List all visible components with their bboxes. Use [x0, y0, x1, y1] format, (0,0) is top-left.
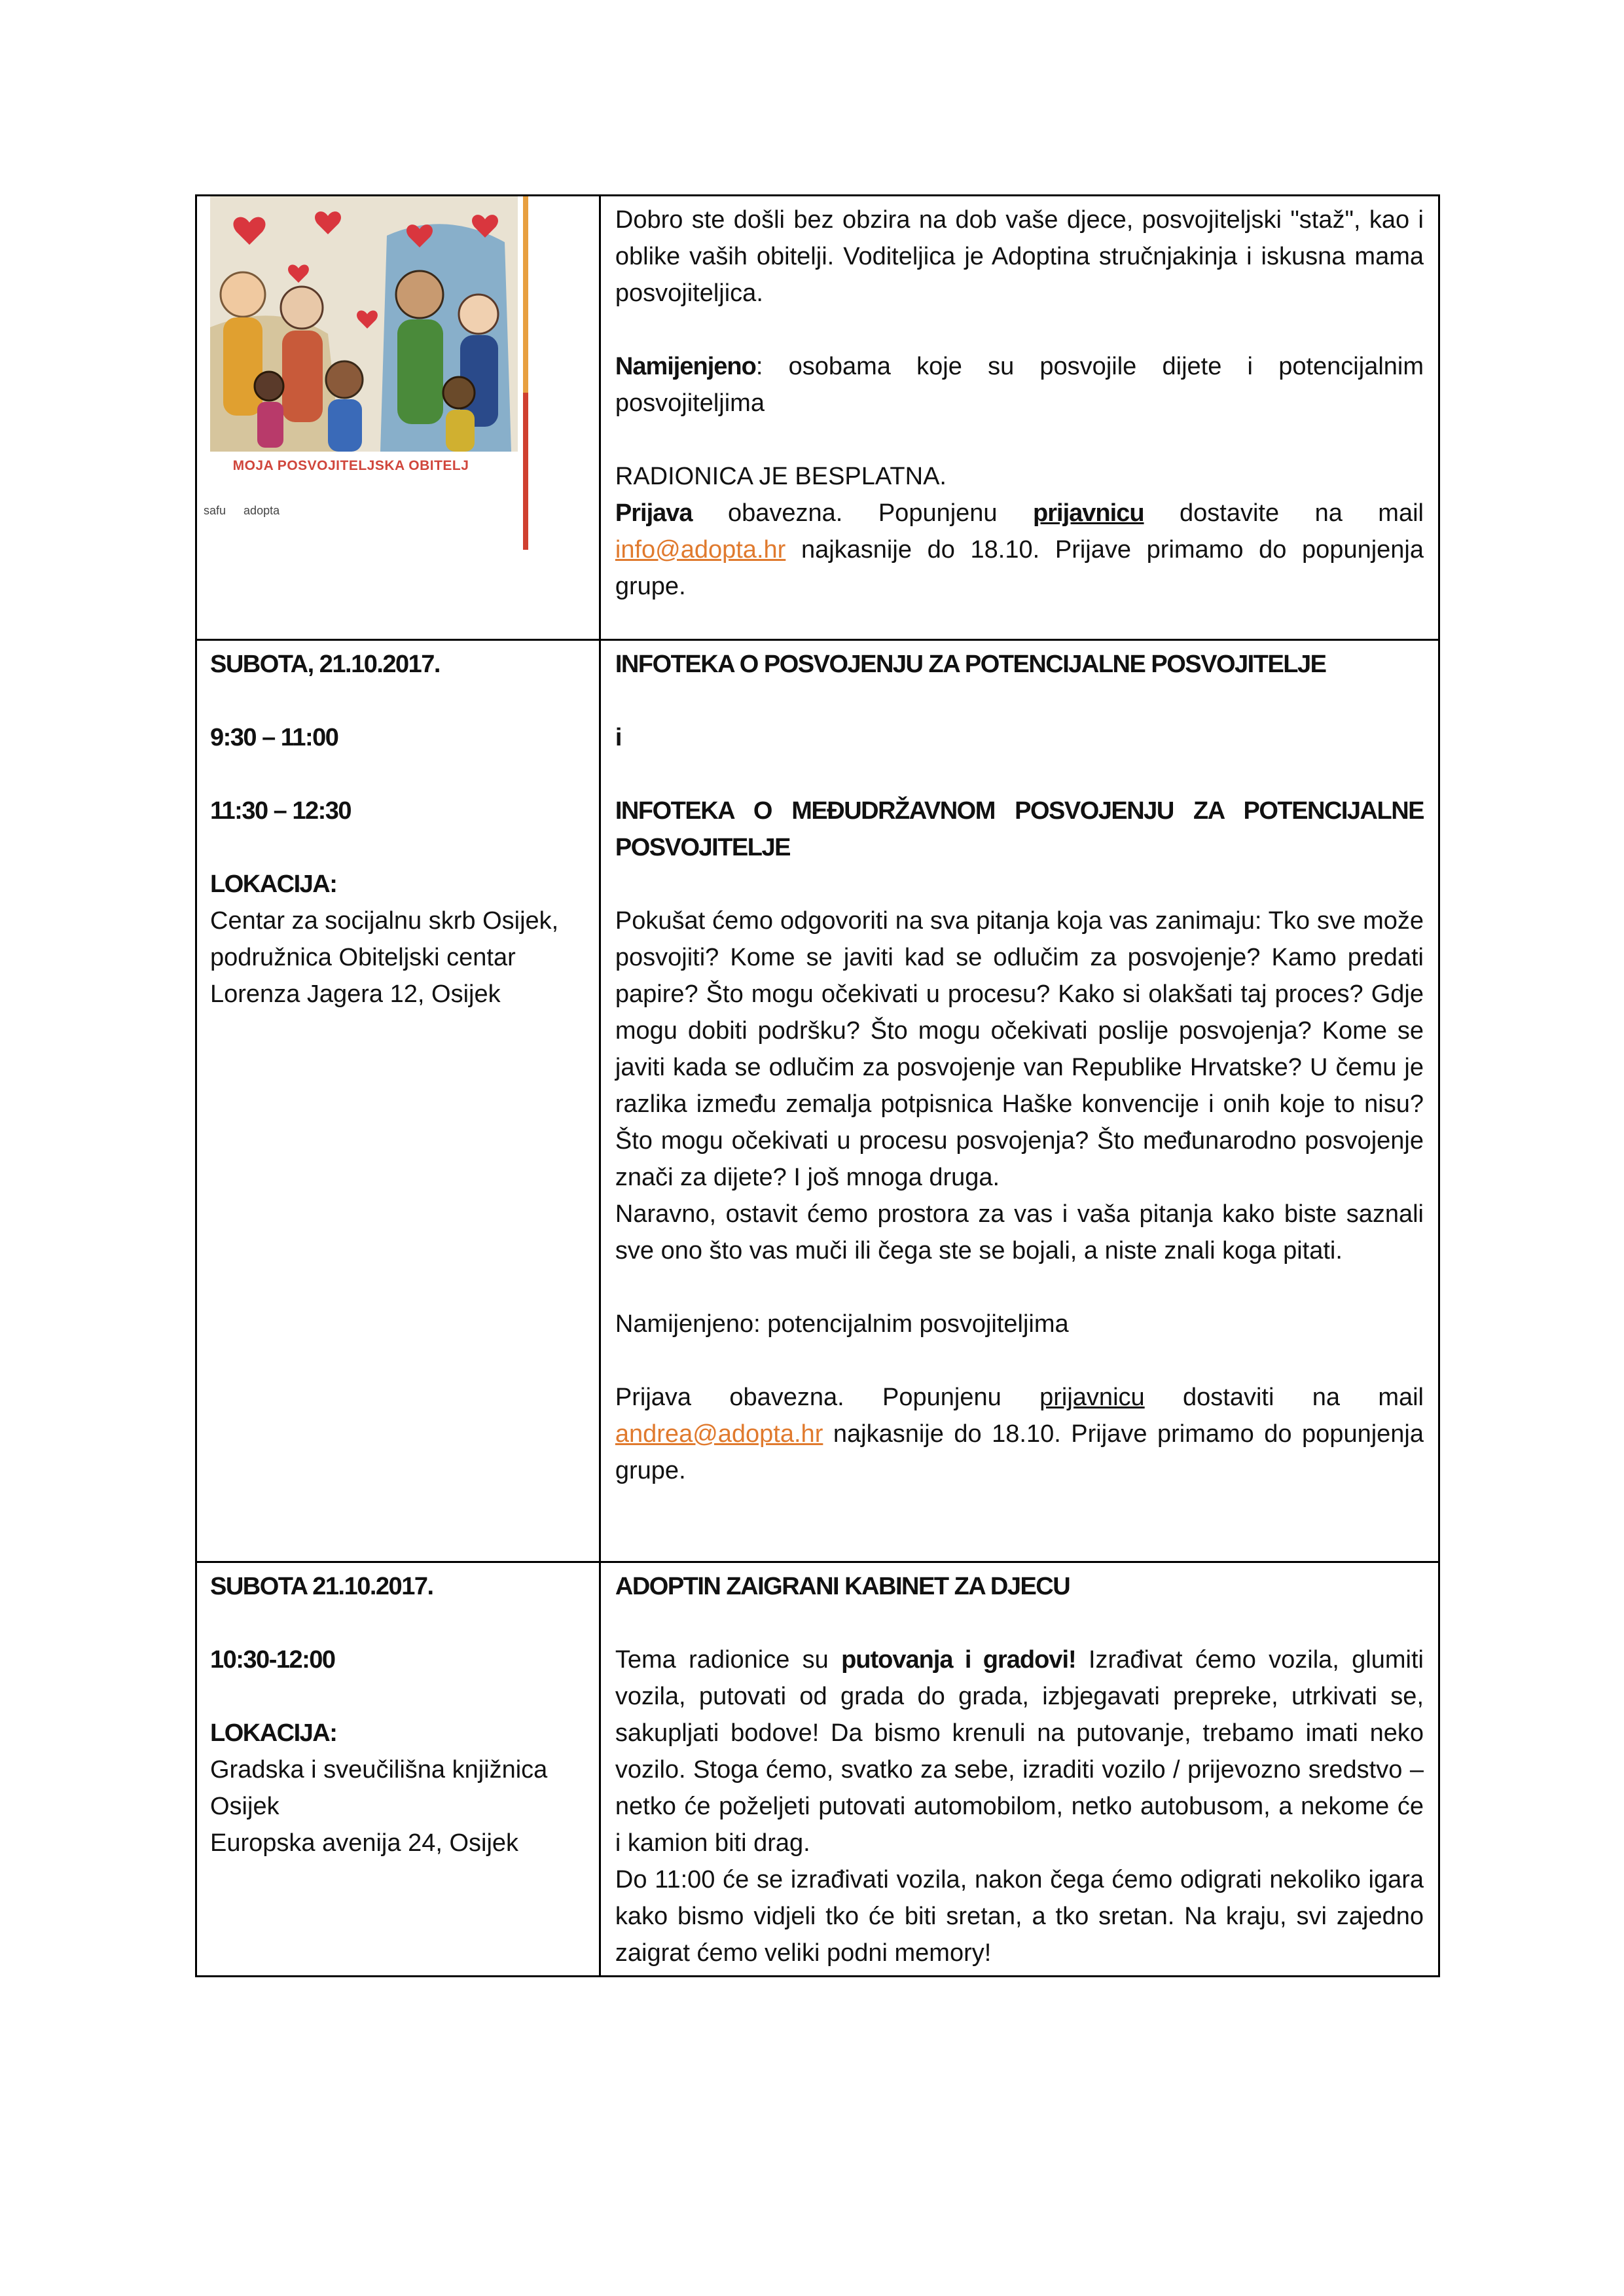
image-cell [196, 196, 600, 640]
event-time-1: 9:30 – 11:00 [210, 724, 338, 751]
table-row [196, 1562, 1439, 1977]
location-label: LOKACIJA: [210, 1719, 337, 1747]
event-time: 10:30-12:00 [210, 1646, 335, 1674]
event-date: SUBOTA 21.10.2017. [210, 1573, 433, 1600]
date-location-cell [196, 1562, 600, 1977]
form-link[interactable]: prijavnicu [1033, 499, 1144, 527]
signup-text: najkasnije do 18.10. Prijave primamo do popunjenja grupe. [615, 1420, 1424, 1484]
welcome-paragraph: Dobro ste došli bez obzira na dob vaše djece, posvojiteljski "staž", kao i oblike vaših obitelji. Voditeljica je Adoptina stručnjakinja i iskusna mama posvojiteljica. [615, 206, 1424, 307]
event-date: SUBOTA, 21.10.2017. [210, 651, 440, 678]
signup-text: dostaviti na mail [1144, 1384, 1424, 1411]
logo-safu: safu [204, 504, 226, 517]
workshop-description-cell [600, 1562, 1439, 1977]
location-line: Europska avenija 24, Osijek [210, 1829, 519, 1857]
theme-highlight: putovanja i gradovi! [841, 1646, 1076, 1674]
target-label: Namijenjeno [615, 353, 756, 380]
schedule-table [195, 194, 1440, 1977]
location-line: Gradska i sveučilišna knjižnica Osijek [210, 1756, 548, 1820]
location-label: LOKACIJA: [210, 870, 337, 898]
event-time-2: 11:30 – 12:30 [210, 797, 352, 825]
logo-adopta: adopta [244, 504, 280, 517]
description-paragraph: Pokušat ćemo odgovoriti na sva pitanja koja vas zanimaju: Tko sve može posvojiti? Kome se javiti kad se odlučim za posvojenje? Kamo predati papire? Što mogu očekivati u procesu? Kako si olakšati taj proces? Gdje mogu dobiti podršku? Što mogu očekivati poslije posvojenja? Kome se javiti kada se odlučim za posvojenje van Republike Hrvatske? U čemu je razlika između zemalja potpisnica Haške konvencije i onih koje to nisu? Što mogu očekivati u procesu posvojenja? Što međunarodno posvojenje znači za dijete? I još mnoga druga. [615, 907, 1424, 1191]
form-link[interactable]: prijavnicu [1039, 1384, 1145, 1411]
location-line: Centar za socijalnu skrb Osijek, podružnica Obiteljski centar [210, 907, 559, 971]
description-paragraph: Do 11:00 će se izrađivati vozila, nakon čega ćemo odigrati nekoliko igara kako bismo vidjeli tko će biti sretan, a tko sretan. Na kraju, svi zajedno zaigrat ćemo veliki podni memory! [615, 1866, 1424, 1967]
sponsor-logos [204, 504, 511, 518]
signup-text: Prijava obavezna. Popunjenu [615, 1384, 1040, 1411]
signup-paragraph [615, 1379, 1424, 1489]
illustration-banner: MOJA POSVOJITELJSKA OBITELJ [232, 458, 469, 473]
workshop-title: INFOTEKA O MEĐUDRŽAVNOM POSVOJENJU ZA POTENCIJALNE POSVOJITELJE [615, 797, 1424, 861]
signup-paragraph [615, 495, 1424, 605]
signup-text: obavezna. Popunjenu [692, 499, 1034, 527]
free-notice: RADIONICA JE BESPLATNA. [615, 463, 947, 490]
signup-text: dostavite na mail [1144, 499, 1424, 527]
workshop-description-cell [600, 640, 1439, 1562]
target-text: : osobama koje su posvojile dijete i potencijalnim posvojiteljima [615, 353, 1424, 417]
description-text: Tema radionice su [615, 1646, 842, 1674]
date-location-cell [196, 640, 600, 1562]
signup-label: Prijava [615, 499, 693, 527]
table-row [196, 196, 1439, 640]
email-link[interactable]: info@adopta.hr [615, 536, 786, 564]
email-link[interactable]: andrea@adopta.hr [615, 1420, 823, 1448]
location-line: Lorenza Jagera 12, Osijek [210, 980, 501, 1008]
target-paragraph [615, 348, 1424, 422]
description-text: Izrađivat ćemo vozila, glumiti vozila, putovati od grada do grada, izbjegavati prepreke, utrkivati se, sakupljati bodove! Da bismo krenuli na putovanje, trebamo imati neko vozilo. Stoga ćemo, svatko za sebe, izraditi vozilo / prijevozno sredstvo – netko će poželjeti putovati automobilom, netko autobusom, a nekome će i kamion biti drag. [615, 1646, 1424, 1857]
title-conjunction: i [615, 724, 621, 751]
description-paragraph: Naravno, ostavit ćemo prostora za vas i vaša pitanja kako biste saznali sve ono što vas muči ili čega ste se bojali, a niste znali koga pitati. [615, 1200, 1424, 1265]
workshop-illustration [197, 196, 573, 563]
description-paragraph [615, 1641, 1424, 1861]
workshop-description-cell [600, 196, 1439, 640]
target-paragraph: Namijenjeno: potencijalnim posvojiteljima [615, 1310, 1069, 1338]
workshop-title: ADOPTIN ZAIGRANI KABINET ZA DJECU [615, 1573, 1070, 1600]
table-row [196, 640, 1439, 1562]
workshop-title: INFOTEKA O POSVOJENJU ZA POTENCIJALNE POSVOJITELJE [615, 651, 1326, 678]
signup-text: najkasnije do 18.10. Prijave primamo do popunjenja grupe. [615, 536, 1424, 600]
